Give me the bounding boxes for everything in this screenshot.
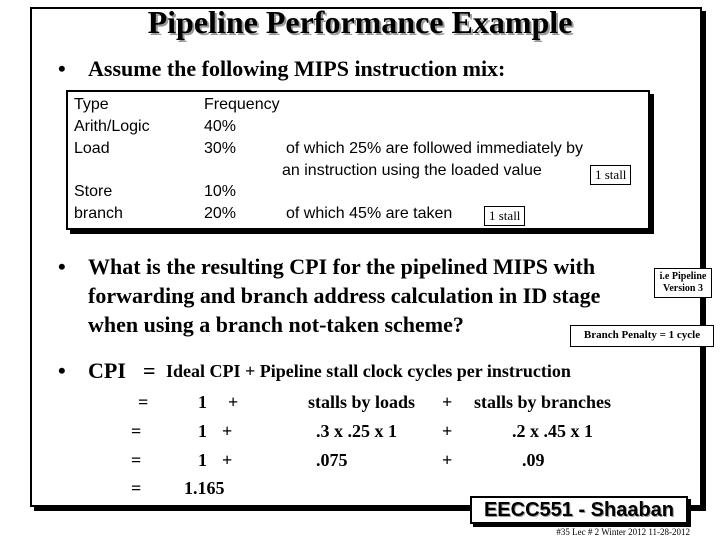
row-type: Store: [74, 183, 113, 200]
header-type: Type: [74, 96, 109, 113]
slide-title: Pipeline Performance Example: [147, 4, 573, 40]
row-type: Load: [74, 140, 110, 157]
calc-load-stalls: stalls by loads: [308, 392, 416, 412]
branch-note: of which 45% are taken: [286, 205, 453, 222]
calc-ideal: 1: [198, 392, 207, 412]
calc-equals: =: [131, 421, 142, 441]
calc-ideal: 1: [198, 450, 207, 470]
cpi-label: CPI: [88, 358, 126, 383]
row-frequency: 20%: [204, 205, 237, 222]
calc-plus: +: [222, 421, 233, 441]
instruction-mix-table: [66, 90, 650, 230]
row-frequency: 40%: [204, 118, 237, 135]
calc-branch-stalls: .09: [522, 450, 545, 470]
cpi-bullet-dot: •: [58, 358, 66, 383]
calc-plus: +: [228, 392, 239, 412]
calc-branch-stalls: stalls by branches: [474, 392, 612, 412]
calc-plus: +: [442, 392, 453, 412]
calc-ideal: 1: [198, 421, 207, 441]
row-frequency: 10%: [204, 183, 237, 200]
branch-stall-box: 1 stall: [484, 206, 525, 226]
intro-text: Assume the following MIPS instruction mix:: [88, 56, 506, 81]
course-badge: EECC551 - Shaaban: [470, 496, 688, 524]
calc-equals: =: [131, 478, 142, 498]
pipeline-note-line: Version 3: [663, 283, 703, 294]
calc-result: 1.165: [184, 478, 225, 498]
row-type: Arith/Logic: [74, 118, 150, 135]
pipeline-version-note: [654, 268, 712, 298]
row-frequency: 30%: [204, 140, 237, 157]
calc-load-stalls: .3 x .25 x 1: [316, 421, 397, 441]
bullet-dot: •: [58, 254, 66, 279]
load-note-2: an instruction using the loaded value: [282, 162, 542, 179]
calc-plus: +: [442, 421, 453, 441]
pipeline-note-line: i.e Pipeline: [659, 271, 707, 282]
calc-equals: =: [138, 392, 149, 412]
calc-plus: +: [222, 450, 233, 470]
header-frequency: Frequency: [204, 96, 280, 113]
slide-footer-meta: #35 Lec # 2 Winter 2012 11-28-2012: [556, 527, 690, 537]
calc-equals: =: [131, 450, 142, 470]
bullet-dot: •: [58, 56, 66, 81]
question-line: What is the resulting CPI for the pipelined MIPS with: [88, 254, 596, 279]
cpi-formula: Ideal CPI + Pipeline stall clock cycles per instruction: [166, 361, 571, 381]
branch-penalty-note: Branch Penalty = 1 cycle: [570, 325, 714, 347]
calc-plus: +: [442, 450, 453, 470]
calc-load-stalls: .075: [316, 450, 348, 470]
question-line: forwarding and branch address calculation in ID stage: [88, 283, 601, 308]
load-stall-box: 1 stall: [590, 165, 631, 185]
cpi-equals: =: [143, 358, 156, 383]
row-type: branch: [74, 205, 123, 222]
calc-branch-stalls: .2 x .45 x 1: [512, 421, 593, 441]
load-note: of which 25% are followed immediately by: [286, 140, 584, 157]
question-line: when using a branch not-taken scheme?: [88, 312, 464, 337]
